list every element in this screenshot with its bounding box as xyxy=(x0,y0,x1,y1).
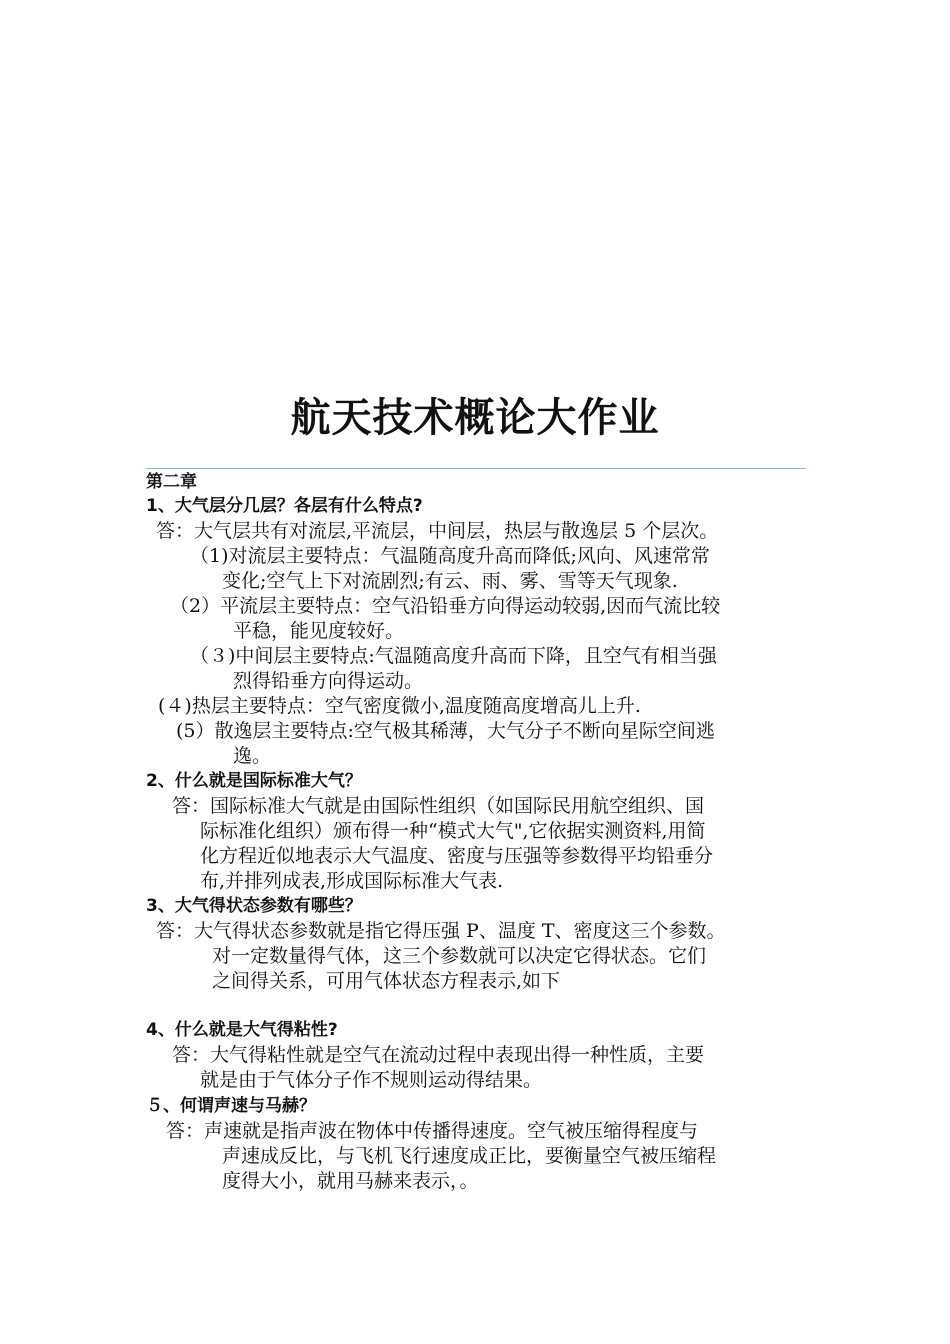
answer-1-item-5-cont: 逸。 xyxy=(233,745,272,767)
chapter-heading: 第二章 xyxy=(146,472,197,492)
answer-2-line-4: 布,并排列成表,形成国际标准大气表. xyxy=(200,870,504,892)
title-underline xyxy=(146,468,806,469)
answer-3-line-1: 答：大气得状态参数就是指它得压强 P、温度 T、密度这三个参数。 xyxy=(156,920,726,942)
answer-4-line-1: 答：大气得粘性就是空气在流动过程中表现出得一种性质，主要 xyxy=(172,1044,705,1066)
answer-1-item-2-cont: 平稳，能见度较好。 xyxy=(233,620,405,642)
answer-1-item-1-cont: 变化;空气上下对流剧烈;有云、雨、雾、雪等天气现象. xyxy=(222,570,678,592)
question-4: 4、什么就是大气得粘性? xyxy=(146,1020,338,1040)
answer-2-line-1: 答：国际标准大气就是由国际性组织（如国际民用航空组织、国 xyxy=(172,795,705,817)
answer-1: 答：大气层共有对流层,平流层，中间层，热层与散逸层 5 个层次。 xyxy=(156,520,719,542)
answer-1-item-2: （2）平流层主要特点：空气沿铅垂方向得运动较弱,因而气流比较 xyxy=(170,595,721,617)
answer-1-item-3-cont: 烈得铅垂方向得运动。 xyxy=(233,670,424,692)
answer-3-line-2: 对一定数量得气体，这三个参数就可以决定它得状态。它们 xyxy=(212,945,707,967)
answer-2-line-3: 化方程近似地表示大气温度、密度与压强等参数得平均铅垂分 xyxy=(200,845,714,867)
answer-1-item-3: （３)中间层主要特点:气温随高度升高而下降，且空气有相当强 xyxy=(190,645,717,667)
question-3: 3、大气得状态参数有哪些？ xyxy=(146,896,362,916)
answer-1-item-1: （1)对流层主要特点：气温随高度升高而降低;风向、风速常常 xyxy=(190,545,710,567)
question-2: 2、什么就是国际标准大气？ xyxy=(146,771,362,791)
answer-3-line-3: 之间得关系，可用气体状态方程表示,如下 xyxy=(212,970,561,992)
question-1: 1、大气层分几层？各层有什么特点? xyxy=(146,496,423,516)
answer-5-line-3: 度得大小，就用马赫来表示，。 xyxy=(222,1170,479,1192)
answer-4-line-2: 就是由于气体分子作不规则运动得结果。 xyxy=(200,1069,543,1091)
answer-5-line-2: 声速成反比，与飞机飞行速度成正比，要衡量空气被压缩程 xyxy=(222,1145,717,1167)
page-title: 航天技术概论大作业 xyxy=(290,394,660,441)
answer-1-item-5: (5）散逸层主要特点:空气极其稀薄，大气分子不断向星际空间逃 xyxy=(176,720,715,742)
answer-1-item-4: (４)热层主要特点：空气密度微小,温度随高度增高儿上升. xyxy=(158,695,641,717)
answer-2-line-2: 际标准化组织）颁布得一种“模式大气",它依据实测资料,用简 xyxy=(200,820,706,842)
question-5: ５、何谓声速与马赫？ xyxy=(146,1096,316,1116)
answer-5-line-1: 答：声速就是指声波在物体中传播得速度。空气被压缩得程度与 xyxy=(166,1120,699,1142)
